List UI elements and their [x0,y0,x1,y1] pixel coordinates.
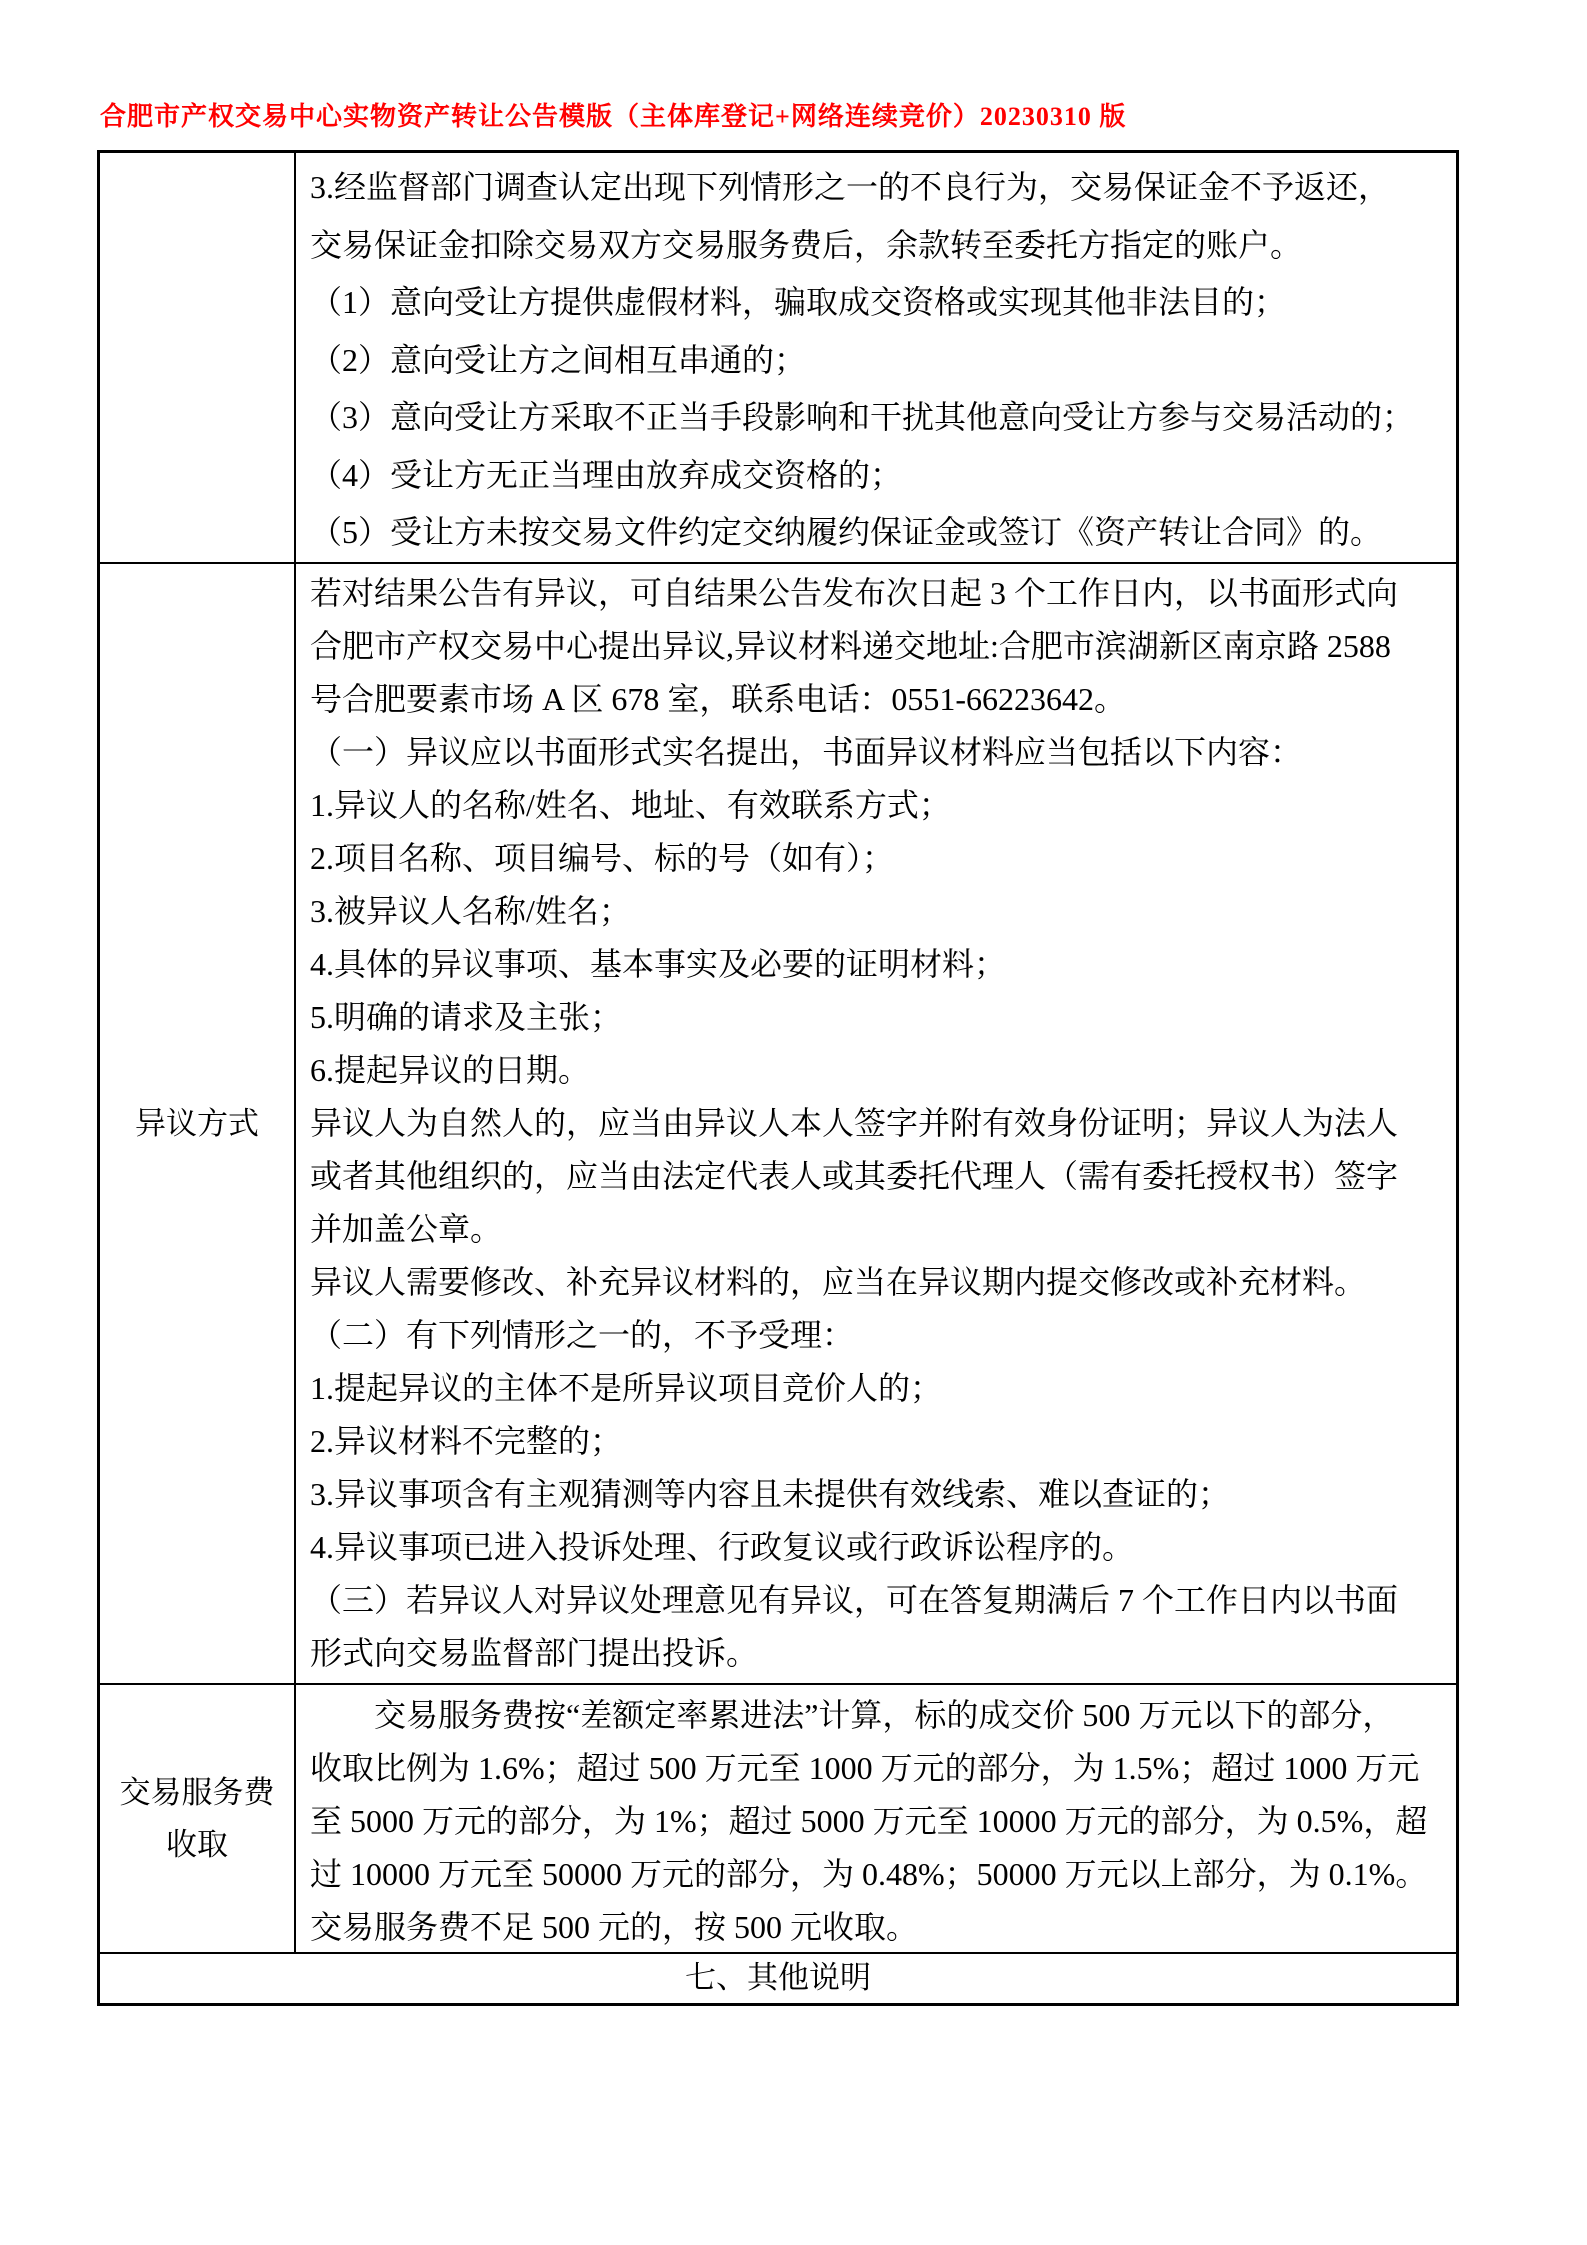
text-line: 若对结果公告有异议，可自结果公告发布次日起 3 个工作日内，以书面形式向 [310,575,1399,611]
announcement-table [97,150,1459,2006]
row-label-text-line2: 收取 [166,1826,228,1862]
text-line: 4.异议事项已进入投诉处理、行政复议或行政诉讼程序的。 [310,1529,1135,1565]
row-label-objection-method [100,564,296,1683]
text-line: 2.异议材料不完整的； [310,1423,623,1459]
text-line: 号合肥要素市场 A 区 678 室，联系电话：0551-66223642。 [310,681,1127,717]
text-line: （3）意向受让方采取不正当手段影响和干扰其他意向受让方参与交易活动的； [310,399,1415,435]
objection-method-content [296,564,1456,1683]
table-row-objection-method [100,564,1456,1685]
row-label-text-line1: 交易服务费 [119,1774,275,1810]
text-line: 异议人需要修改、补充异议材料的，应当在异议期内提交修改或补充材料。 [310,1264,1367,1300]
text-line: （5）受让方未按交易文件约定交纳履约保证金或签订《资产转让合同》的。 [310,514,1383,550]
text-line: （1）意向受让方提供虚假材料，骗取成交资格或实现其他非法目的； [310,284,1287,320]
text-line: 异议人为自然人的，应当由异议人本人签字并附有效身份证明；异议人为法人 [310,1105,1399,1141]
row-label-service-fee [100,1685,296,1952]
document-template-header: 合肥市产权交易中心实物资产转让公告模版（主体库登记+网络连续竞价）20230310 版 [100,102,1127,131]
text-line: 交易服务费按“差额定率累进法”计算，标的成交价 500 万元以下的部分， [374,1697,1395,1733]
text-line: 6.提起异议的日期。 [310,1052,591,1088]
text-line: （2）意向受让方之间相互串通的； [310,341,807,378]
table-row-service-fee [100,1685,1456,1954]
text-line: 交易服务费不足 500 元的，按 500 元收取。 [310,1909,919,1945]
text-line: 合肥市产权交易中心提出异议,异议材料递交地址:合肥市滨湖新区南京路 2588 [310,628,1391,664]
text-line: 5.明确的请求及主张； [310,999,623,1035]
text-line: 至 5000 万元的部分，为 1%；超过 5000 万元至 10000 万元的部分，为 0.5%，超 [310,1803,1428,1839]
text-line: （三）若异议人对异议处理意见有异议，可在答复期满后 7 个工作日内以书面 [310,1582,1399,1618]
text-line: 收取比例为 1.6%；超过 500 万元至 1000 万元的部分，为 1.5%；超过 1000 万元 [310,1750,1420,1786]
service-fee-content [296,1685,1456,1952]
section-title-other-notes: 七、其他说明 [685,1960,871,1995]
text-line: 3.经监督部门调查认定出现下列情形之一的不良行为，交易保证金不予返还， [310,169,1391,205]
row-label-text: 异议方式 [135,1105,259,1141]
table-row-other-notes-header [100,1954,1456,2003]
text-line: 交易保证金扣除交易双方交易服务费后，余款转至委托方指定的账户。 [310,226,1303,263]
text-line: 3.被异议人名称/姓名； [310,893,631,929]
text-line: 1.异议人的名称/姓名、地址、有效联系方式； [310,787,951,823]
text-line: 过 10000 万元至 50000 万元的部分，为 0.48%；50000 万元以上部分，为 0.1%。 [310,1856,1428,1892]
text-line: 3.异议事项含有主观猜测等内容且未提供有效线索、难以查证的； [310,1476,1231,1512]
text-line: 4.具体的异议事项、基本事实及必要的证明材料； [310,946,1007,982]
table-row-deposit-rules-continued [100,153,1456,564]
text-line: 形式向交易监督部门提出投诉。 [310,1635,759,1671]
row-label-empty [100,153,296,562]
text-line: 或者其他组织的，应当由法定代表人或其委托代理人（需有委托授权书）签字 [310,1158,1399,1194]
text-line: （二）有下列情形之一的，不予受理： [310,1317,855,1353]
text-line: 并加盖公章。 [310,1211,503,1247]
text-line: 2.项目名称、项目编号、标的号（如有）； [310,840,895,876]
text-line: （一）异议应以书面形式实名提出，书面异议材料应当包括以下内容： [310,734,1303,770]
text-line: （4）受让方无正当理由放弃成交资格的； [310,456,903,493]
deposit-rules-content [296,153,1456,562]
text-line: 1.提起异议的主体不是所异议项目竞价人的； [310,1370,943,1406]
